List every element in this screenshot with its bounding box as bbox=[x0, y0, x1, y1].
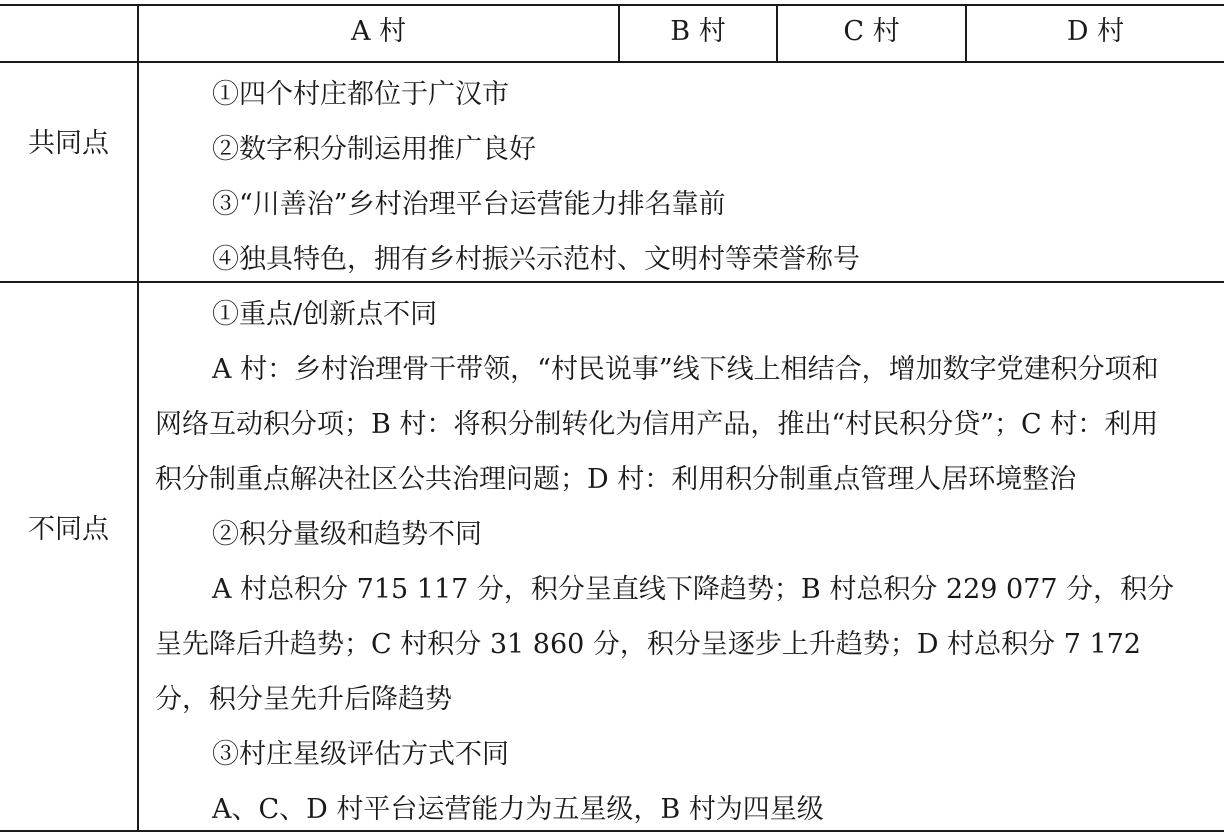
table-top-border bbox=[0, 4, 1224, 6]
common-item: ③“川善治”乡村治理平台运营能力排名靠前 bbox=[212, 189, 726, 220]
header-col-d: D 村 bbox=[1066, 16, 1125, 47]
header-col-c: C 村 bbox=[843, 16, 900, 47]
diff-line: A 村总积分 715 117 分，积分呈直线下降趋势；B 村总积分 229 077 分，积分 bbox=[212, 574, 1175, 605]
diff-line: A、C、D 村平台运营能力为五星级，B 村为四星级 bbox=[212, 794, 824, 825]
diff-line: ②积分量级和趋势不同 bbox=[212, 519, 482, 550]
row-label-diff: 不同点 bbox=[28, 514, 109, 545]
common-item: ①四个村庄都位于广汉市 bbox=[212, 79, 509, 110]
row-label-common: 共同点 bbox=[28, 128, 109, 159]
diff-line: 网络互动积分项；B 村：将积分制转化为信用产品，推出“村民积分贷”；C 村：利用 bbox=[155, 409, 1159, 440]
table-bottom-border bbox=[0, 830, 1224, 832]
header-bottom-border bbox=[0, 61, 1224, 63]
label-column-divider bbox=[137, 4, 139, 832]
diff-line: ③村庄星级评估方式不同 bbox=[212, 739, 509, 770]
diff-line: 积分制重点解决社区公共治理问题；D 村：利用积分制重点管理人居环境整治 bbox=[155, 464, 1077, 495]
diff-line: A 村：乡村治理骨干带领，“村民说事”线下线上相结合，增加数字党建积分项和 bbox=[212, 354, 1159, 385]
common-item: ②数字积分制运用推广良好 bbox=[212, 134, 536, 165]
diff-line: ①重点/创新点不同 bbox=[212, 299, 438, 330]
diff-line: 分，积分呈先升后降趋势 bbox=[155, 684, 452, 715]
common-item: ④独具特色，拥有乡村振兴示范村、文明村等荣誉称号 bbox=[212, 244, 860, 275]
common-row-bottom-border bbox=[0, 281, 1224, 283]
diff-line: 呈先降后升趋势；C 村积分 31 860 分，积分呈逐步上升趋势；D 村总积分 7 172 bbox=[155, 629, 1141, 660]
header-col-b: B 村 bbox=[670, 16, 726, 47]
header-col-a: A 村 bbox=[350, 16, 407, 47]
